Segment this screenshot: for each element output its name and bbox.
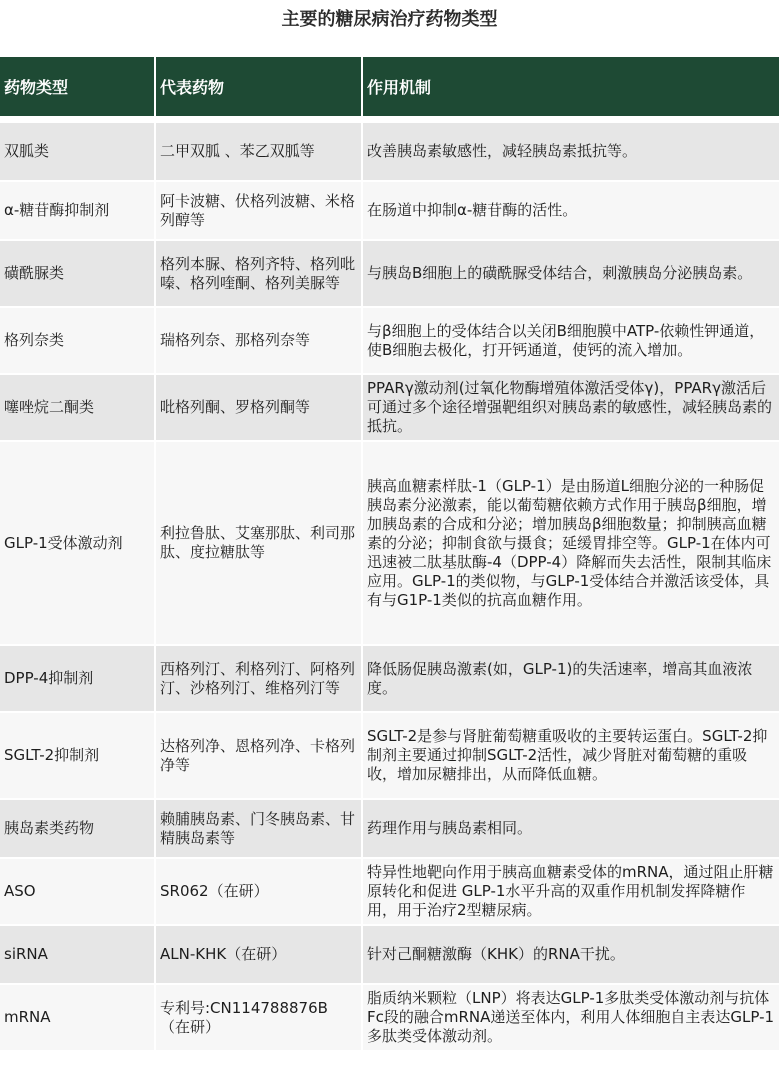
- header-drug-type: 药物类型: [0, 57, 155, 116]
- table-body: [0, 122, 779, 1051]
- cell-drug-type: GLP-1受体激动剂: [0, 441, 155, 645]
- table-header-row: [0, 57, 779, 116]
- cell-drug-type: 胰岛素类药物: [0, 799, 155, 858]
- cell-drug-type: 磺酰脲类: [0, 240, 155, 307]
- cell-mechanism: 与β细胞上的受体结合以关闭B细胞膜中ATP-依赖性钾通道，使B细胞去极化，打开钙通道，使钙的流入增加。: [362, 307, 779, 374]
- cell-representative-drugs: 利拉鲁肽、艾塞那肽、利司那肽、度拉糖肽等: [155, 441, 362, 645]
- cell-representative-drugs: SR062（在研）: [155, 858, 362, 925]
- cell-representative-drugs: 专利号:CN114788876B（在研）: [155, 984, 362, 1051]
- cell-mechanism: 针对己酮糖激酶（KHK）的RNA干扰。: [362, 925, 779, 984]
- table-row: [0, 122, 779, 181]
- cell-mechanism: 降低肠促胰岛激素(如，GLP-1)的失活速率，增高其血液浓度。: [362, 645, 779, 712]
- header-representative-drugs: 代表药物: [155, 57, 362, 116]
- cell-representative-drugs: 阿卡波糖、伏格列波糖、米格列醇等: [155, 181, 362, 240]
- cell-mechanism: 药理作用与胰岛素相同。: [362, 799, 779, 858]
- table-row: [0, 645, 779, 712]
- cell-drug-type: 格列奈类: [0, 307, 155, 374]
- table-row: [0, 858, 779, 925]
- cell-representative-drugs: 西格列汀、利格列汀、阿格列汀、沙格列汀、维格列汀等: [155, 645, 362, 712]
- cell-mechanism: 改善胰岛素敏感性，减轻胰岛素抵抗等。: [362, 122, 779, 181]
- cell-mechanism: 胰高血糖素样肽-1（GLP-1）是由肠道L细胞分泌的一种肠促胰岛素分泌激素，能以葡萄糖依赖方式作用于胰岛β细胞，增加胰岛素的合成和分泌；增加胰岛β细胞数量；抑制胰高血糖素的分泌；抑制食欲与摄食；延缓胃排空等。GLP-1在体内可迅速被二肽基肽酶-4（DPP-4）降解而失去活性，限制其临床应用。GLP-1的类似物，与GLP-1受体结合并激活该受体，具有与G1P-1类似的抗高血糖作用。: [362, 441, 779, 645]
- table-row: [0, 441, 779, 645]
- cell-representative-drugs: 达格列净、恩格列净、卡格列净等: [155, 712, 362, 799]
- table-row: [0, 925, 779, 984]
- table-row: [0, 240, 779, 307]
- table-row: [0, 181, 779, 240]
- cell-drug-type: ASO: [0, 858, 155, 925]
- cell-mechanism: SGLT-2是参与肾脏葡萄糖重吸收的主要转运蛋白。SGLT-2抑制剂主要通过抑制SGLT-2活性，减少肾脏对葡萄糖的重吸收，增加尿糖排出，从而降低血糖。: [362, 712, 779, 799]
- table-row: [0, 984, 779, 1051]
- cell-representative-drugs: 格列本脲、格列齐特、格列吡嗪、格列喹酮、格列美脲等: [155, 240, 362, 307]
- cell-mechanism: 与胰岛B细胞上的磺酰脲受体结合，刺激胰岛分泌胰岛素。: [362, 240, 779, 307]
- cell-representative-drugs: 吡格列酮、罗格列酮等: [155, 374, 362, 441]
- cell-mechanism: PPARγ激动剂(过氧化物酶增殖体激活受体γ)，PPARγ激活后可通过多个途径增强靶组织对胰岛素的敏感性，减轻胰岛素的抵抗。: [362, 374, 779, 441]
- cell-drug-type: siRNA: [0, 925, 155, 984]
- cell-mechanism: 脂质纳米颗粒（LNP）将表达GLP-1多肽类受体激动剂与抗体Fc段的融合mRNA递送至体内，利用人体细胞自主表达GLP-1多肽类受体激动剂。: [362, 984, 779, 1051]
- table-row: [0, 374, 779, 441]
- table-row: [0, 712, 779, 799]
- header-mechanism: 作用机制: [362, 57, 779, 116]
- cell-drug-type: DPP-4抑制剂: [0, 645, 155, 712]
- cell-mechanism: 在肠道中抑制α-糖苷酶的活性。: [362, 181, 779, 240]
- cell-representative-drugs: 二甲双胍 、苯乙双胍等: [155, 122, 362, 181]
- cell-representative-drugs: 瑞格列奈、那格列奈等: [155, 307, 362, 374]
- table-row: [0, 307, 779, 374]
- cell-drug-type: 双胍类: [0, 122, 155, 181]
- cell-mechanism: 特异性地靶向作用于胰高血糖素受体的mRNA，通过阻止肝糖原转化和促进 GLP-1水平升高的双重作用机制发挥降糖作用，用于治疗2型糖尿病。: [362, 858, 779, 925]
- cell-representative-drugs: ALN-KHK（在研）: [155, 925, 362, 984]
- drug-types-table: [0, 57, 779, 1052]
- cell-drug-type: α-糖苷酶抑制剂: [0, 181, 155, 240]
- cell-drug-type: SGLT-2抑制剂: [0, 712, 155, 799]
- cell-drug-type: 噻唑烷二酮类: [0, 374, 155, 441]
- page-title: 主要的糖尿病治疗药物类型: [281, 9, 498, 30]
- table-row: [0, 799, 779, 858]
- cell-representative-drugs: 赖脯胰岛素、门冬胰岛素、甘精胰岛素等: [155, 799, 362, 858]
- cell-drug-type: mRNA: [0, 984, 155, 1051]
